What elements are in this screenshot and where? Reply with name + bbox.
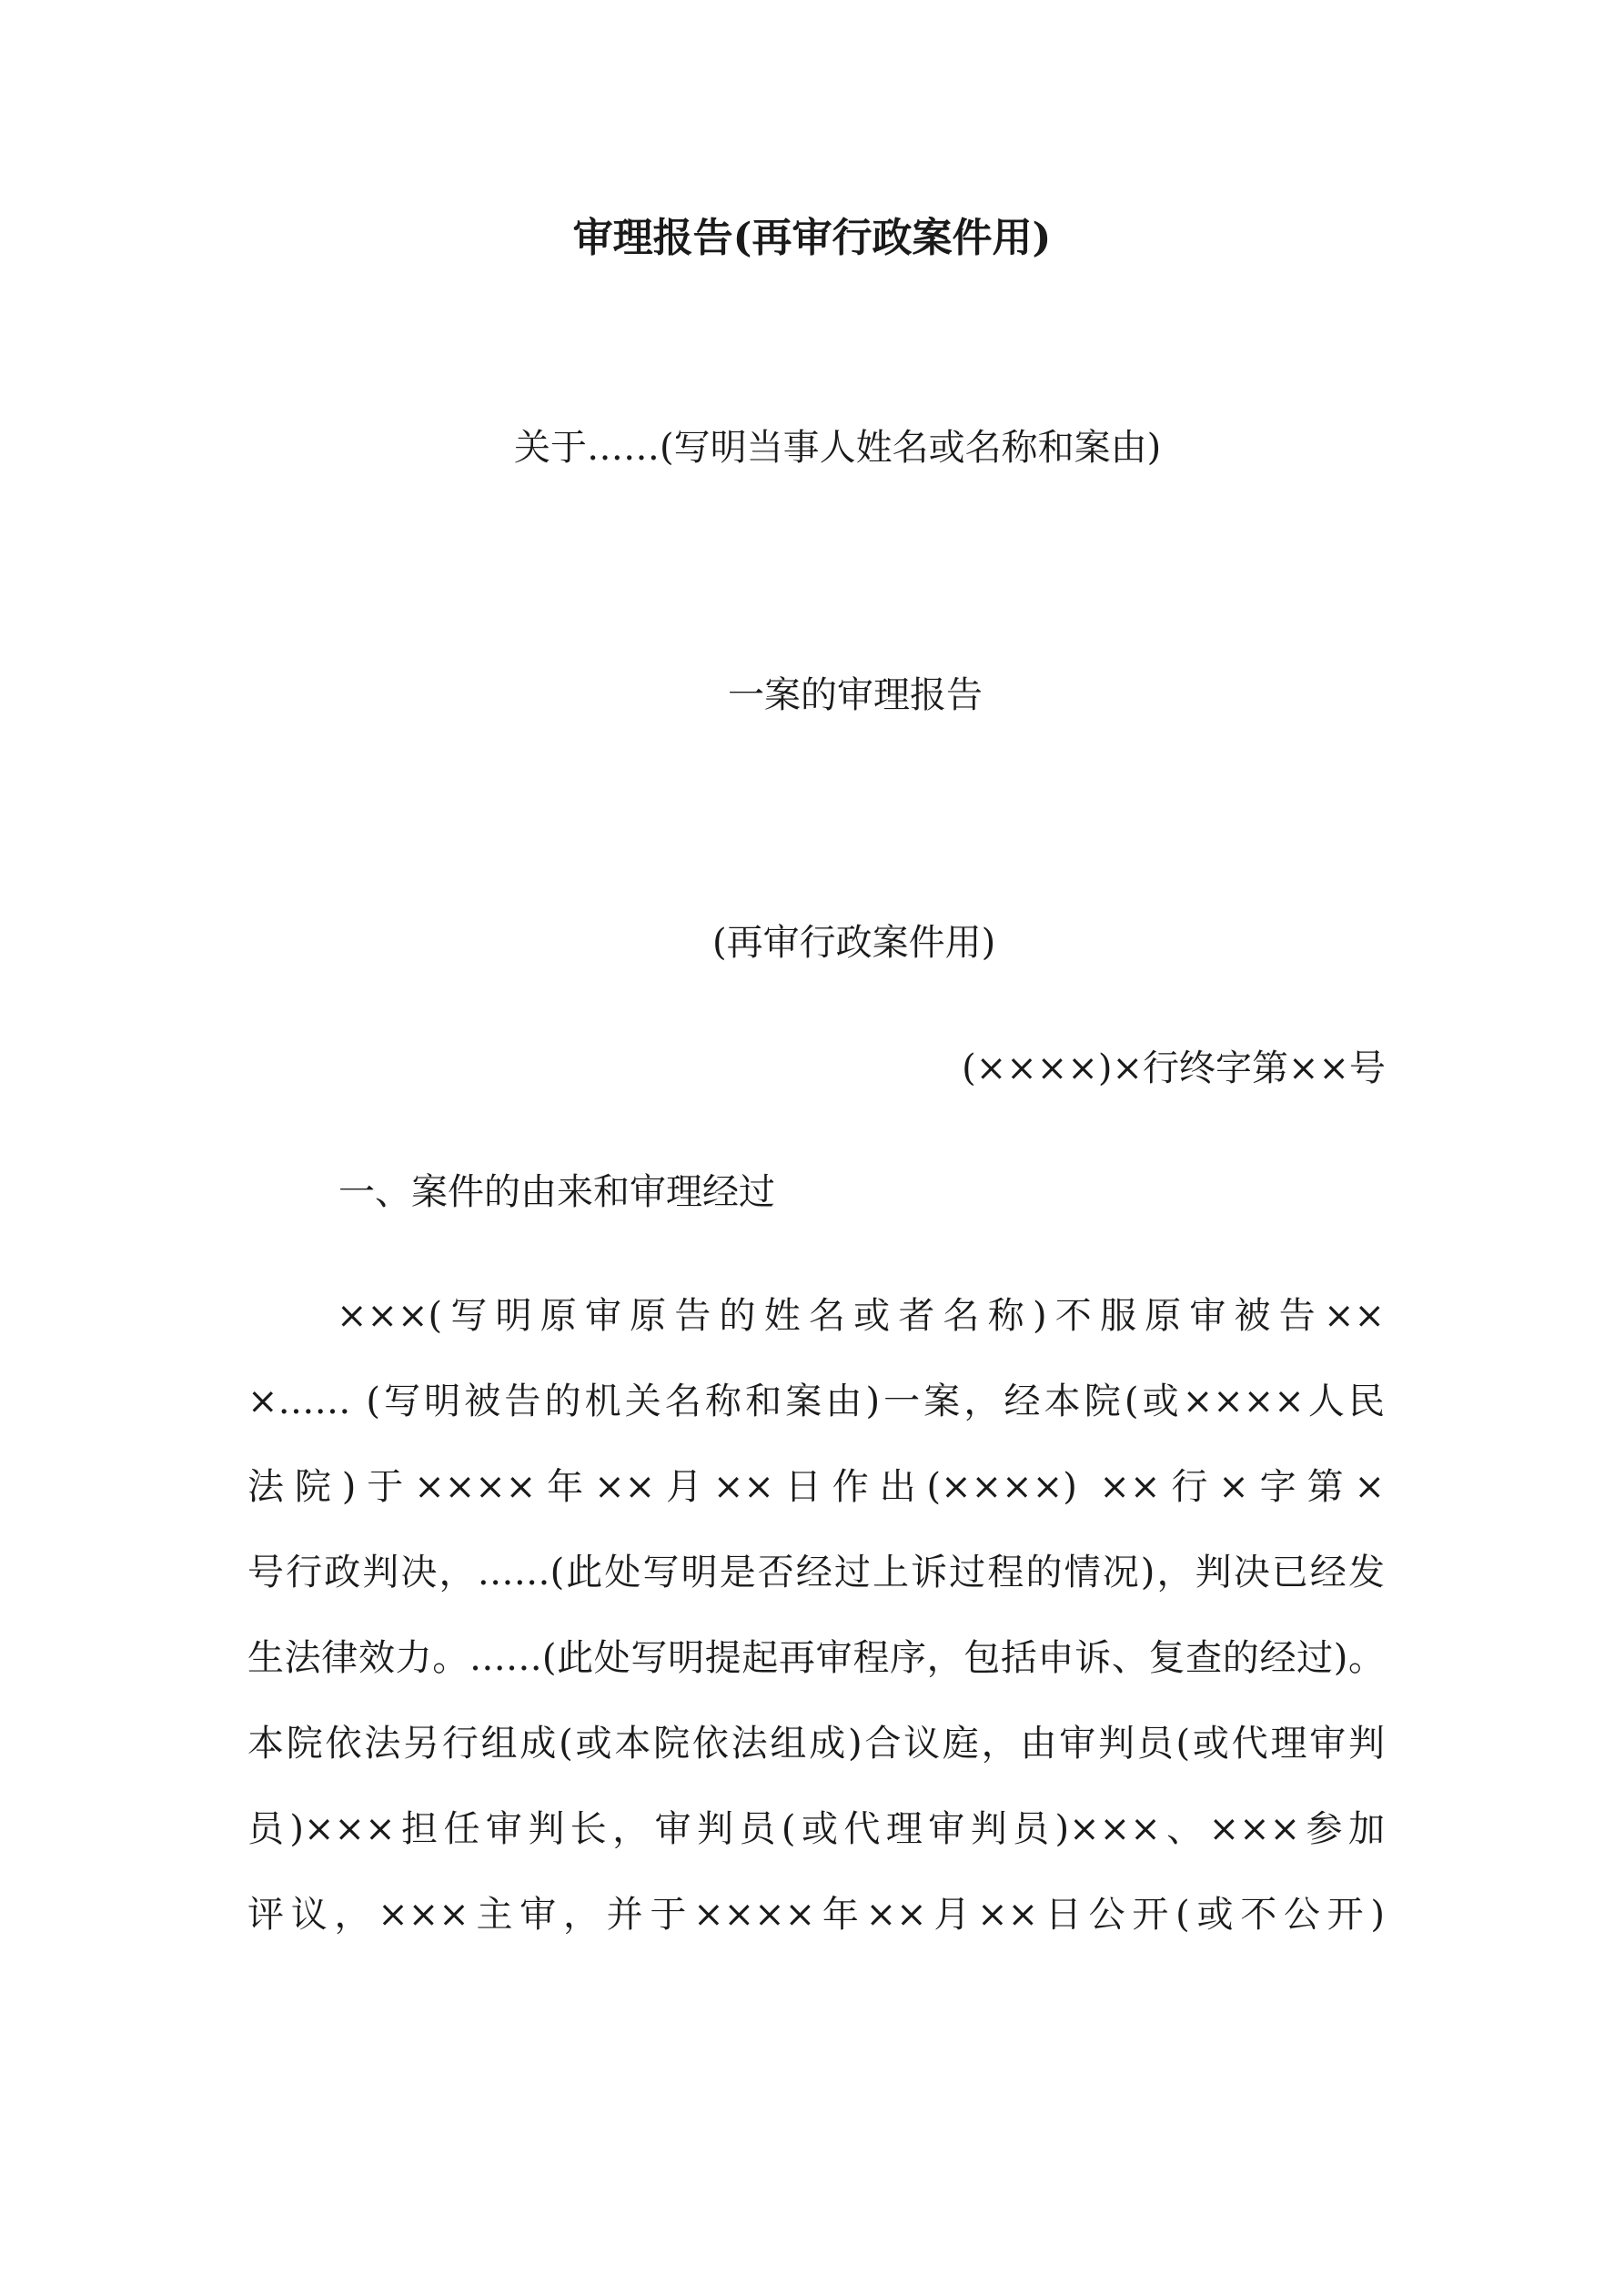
paragraph-line: ×××(写明原审原告的姓名或者名称)不服原审被告×× (337, 1295, 1385, 1337)
case-number: (××××)×行终字第××号 (962, 1047, 1386, 1089)
paragraph-line: 生法律效力。……(此处写明提起再审程序，包括申诉、复查的经过)。 (247, 1637, 1385, 1679)
paragraph-line: 号行政判决，……(此处写明是否经过上诉过程的情况)，判决已经发 (247, 1552, 1385, 1593)
paragraph-line: ×…… (写明被告的机关名称和案由)一案，经本院(或××××人民 (247, 1381, 1385, 1422)
paragraph-line: 员)×××担任审判长，审判员(或代理审判员)×××、×××参加 (247, 1808, 1385, 1850)
subject-line-1: 关于……(写明当事人姓名或名称和案由) (514, 427, 1162, 469)
section-1-heading: 一、案件的由来和审理经过 (338, 1171, 775, 1213)
document-title: 审理报告(再审行政案件用) (572, 215, 1052, 261)
subject-line-3: (再审行政案件用) (712, 922, 996, 964)
paragraph-line: 本院依法另行组成(或本院依法组成)合议庭，由审判员(或代理审判 (247, 1723, 1385, 1765)
subject-line-2: 一案的审理报告 (728, 674, 983, 716)
paragraph-line: 评议，×××主审，并于××××年××月××日公开(或不公开) (247, 1894, 1385, 1936)
paragraph-line: 法院)于××××年××月××日作出(××××) ××行×字第× (247, 1466, 1385, 1508)
